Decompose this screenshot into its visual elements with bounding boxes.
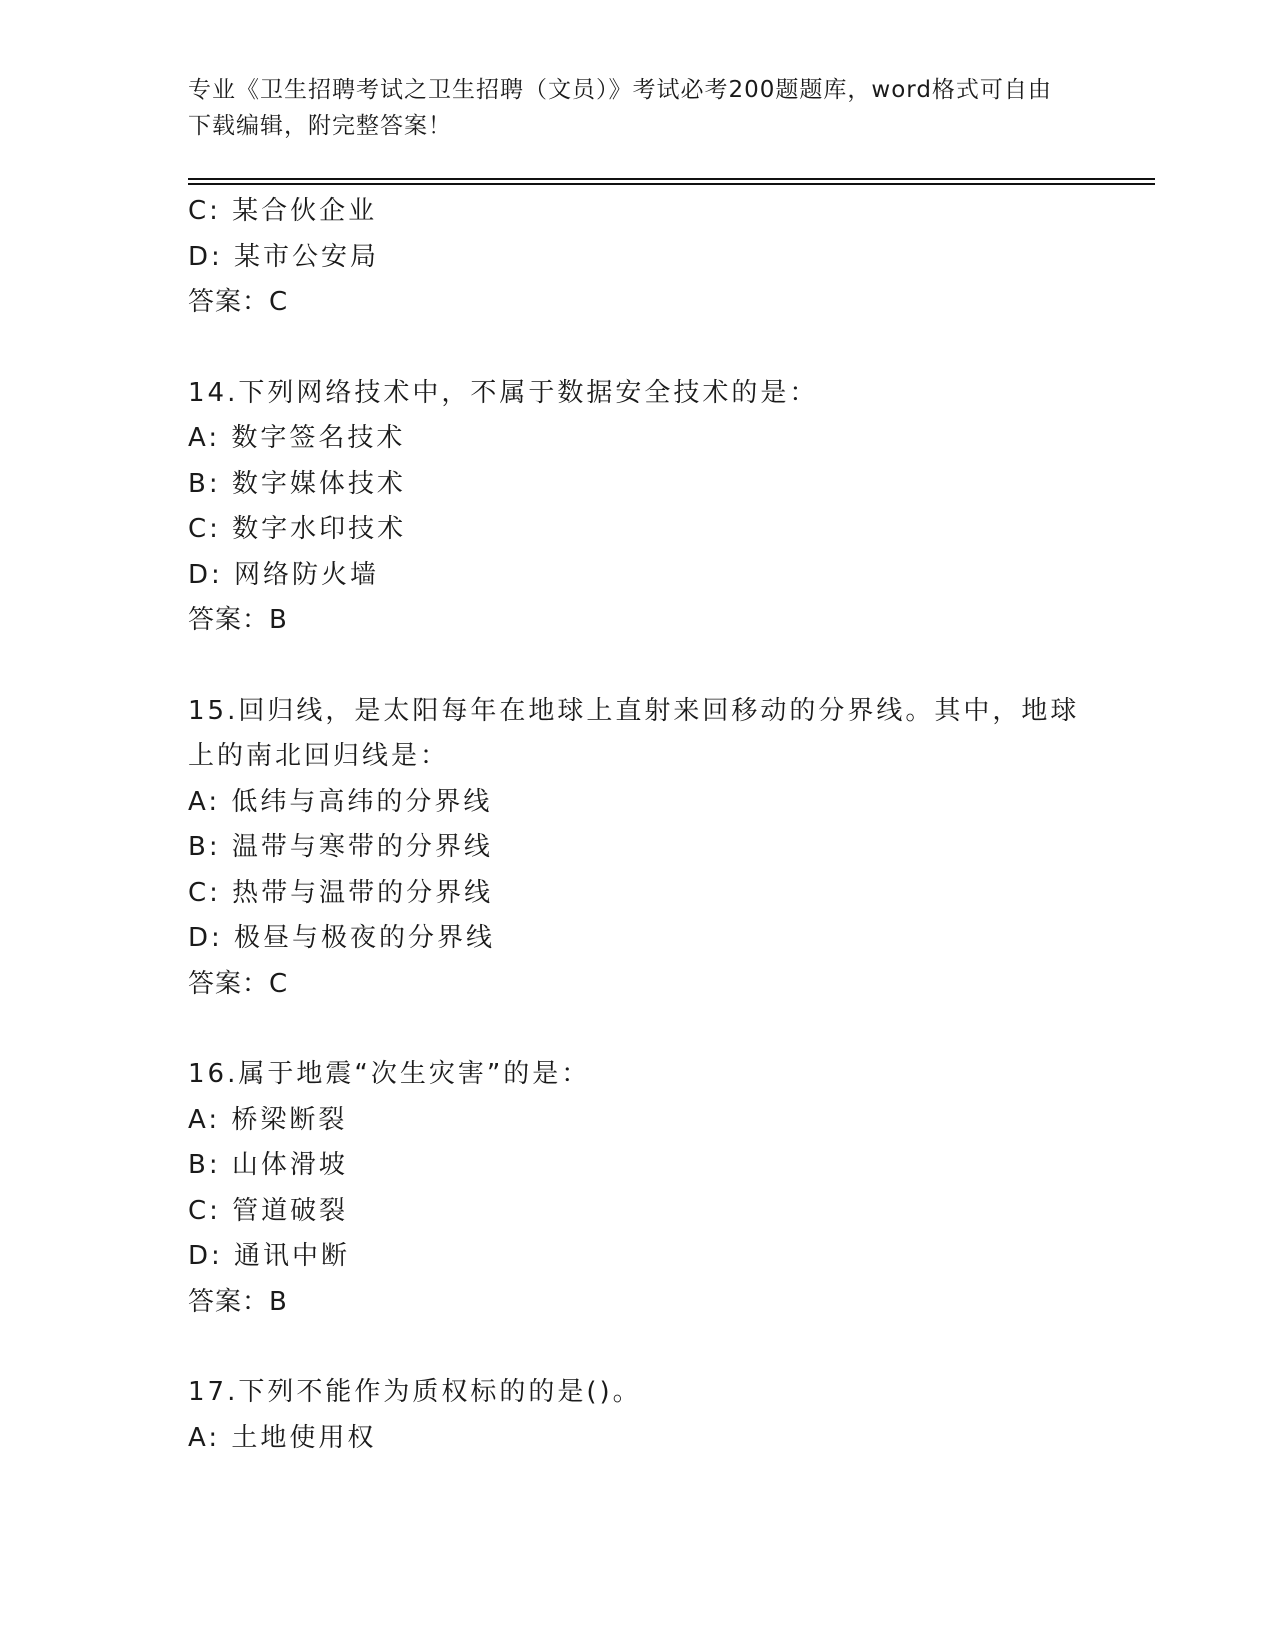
spacer (188, 326, 1088, 371)
question-block-17 (188, 1370, 1088, 1461)
question-block-14 (188, 371, 1088, 644)
question-text: 16.属于地震“次生灾害”的是： (188, 1059, 591, 1089)
option-b: B: 温带与寒带的分界线 (188, 832, 493, 862)
option-c: C: 管道破裂 (188, 1195, 349, 1226)
spacer (188, 644, 1088, 689)
option-d: D: 某市公安局 (188, 241, 380, 272)
question-block-15 (188, 689, 1088, 1008)
option-a: A: 桥梁断裂 (188, 1104, 348, 1135)
answer-line: 答案：C (188, 287, 289, 317)
question-list (188, 189, 1088, 1461)
answer-line: 答案：B (188, 605, 288, 635)
question-block-16 (188, 1052, 1088, 1325)
option-c: C: 热带与温带的分界线 (188, 877, 494, 908)
option-d: D: 网络防火墙 (188, 559, 380, 590)
question-text: 14.下列网络技术中，不属于数据安全技术的是： (188, 377, 819, 408)
option-c: C: 某合伙企业 (188, 196, 378, 226)
answer-line: 答案：B (188, 1286, 288, 1317)
spacer (188, 1007, 1088, 1052)
spacer (188, 1325, 1088, 1370)
option-a: A: 低纬与高纬的分界线 (188, 786, 493, 817)
option-c: C: 数字水印技术 (188, 514, 407, 544)
option-b: B: 数字媒体技术 (188, 468, 406, 499)
question-text: 15.回归线，是太阳每年在地球上直射来回移动的分界线。其中，地球上的南北回归线是： (188, 695, 1080, 771)
question-block-13 (188, 189, 1088, 326)
option-d: D: 通讯中断 (188, 1241, 351, 1271)
option-b: B: 山体滑坡 (188, 1150, 348, 1180)
option-d: D: 极昼与极夜的分界线 (188, 923, 496, 953)
header-divider-bottom (188, 183, 1155, 185)
option-a: A: 土地使用权 (188, 1422, 377, 1453)
document-header: 专业《卫生招聘考试之卫生招聘（文员）》考试必考200题题库，word格式可自由下载编辑，附完整答案！ (188, 77, 1052, 139)
header-divider-top (188, 178, 1155, 180)
question-text: 17.下列不能作为质权标的的是()。 (188, 1377, 642, 1407)
answer-line: 答案：C (188, 968, 289, 999)
option-a: A: 数字签名技术 (188, 423, 406, 453)
